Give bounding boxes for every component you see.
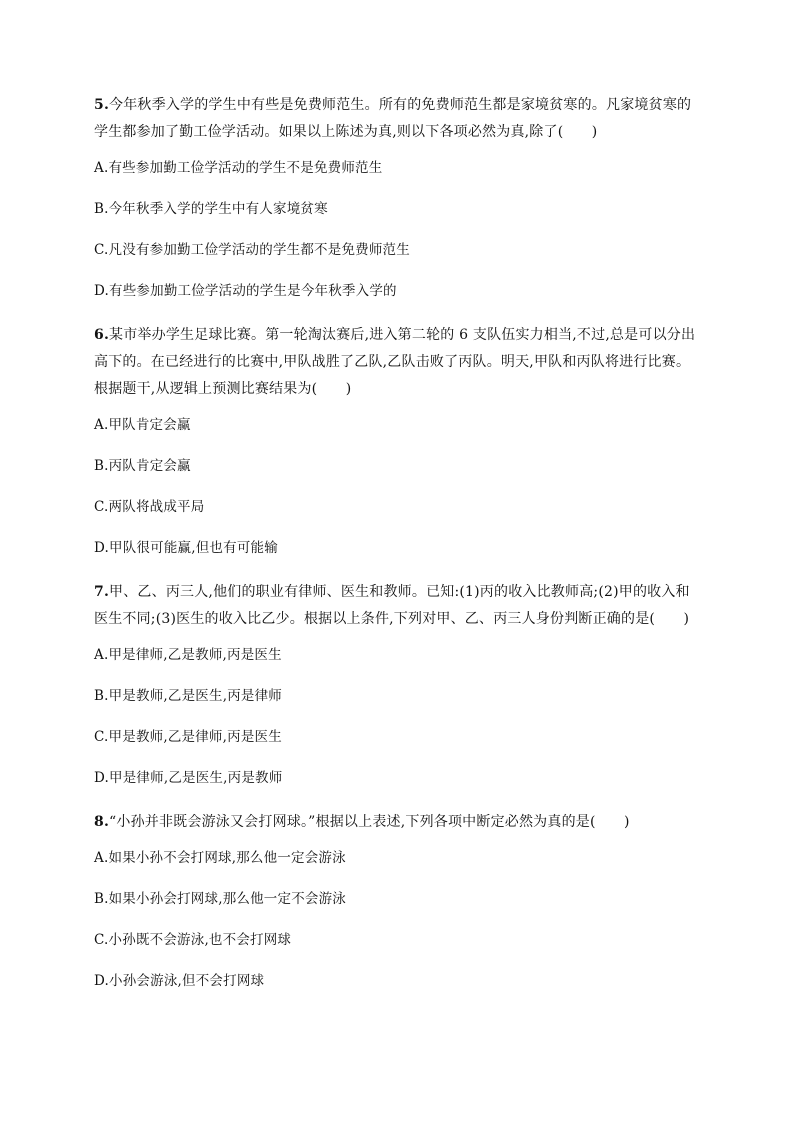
question-stem [94, 579, 700, 633]
question-number: 8. [94, 814, 110, 830]
option-c: C.两队将战成平局 [94, 499, 205, 515]
question-7 [94, 579, 700, 788]
option-b: B.丙队肯定会赢 [94, 458, 191, 474]
option-d: D.甲是律师,乙是医生,丙是教师 [94, 770, 283, 786]
question-6 [94, 322, 700, 558]
option-a: A.甲是律师,乙是教师,丙是医生 [94, 647, 282, 663]
question-5 [94, 92, 700, 301]
option-b: B.如果小孙会打网球,那么他一定不会游泳 [94, 891, 347, 907]
question-number: 7. [94, 584, 110, 600]
question-text: “小孙并非既会游泳又会打网球。”根据以上表述,下列各项中断定必然为真的是( ) [109, 814, 630, 830]
question-number: 5. [94, 97, 110, 113]
question-stem [94, 809, 700, 836]
option-c: C.凡没有参加勤工俭学活动的学生都不是免费师范生 [94, 242, 410, 258]
question-8 [94, 809, 700, 991]
option-a: A.有些参加勤工俭学活动的学生不是免费师范生 [94, 160, 383, 176]
option-a: A.甲队肯定会赢 [94, 417, 191, 433]
option-d: D.甲队很可能赢,但也有可能输 [94, 540, 278, 556]
question-text: 某市举办学生足球比赛。第一轮淘汰赛后,进入第二轮的 6 支队伍实力相当,不过,总是可以分出高下的。在已经进行的比赛中,甲队战胜了乙队,乙队击败了丙队。明天,甲队和丙队将进行比赛。根据题干,从逻辑上预测比赛结果为( ) [94, 327, 696, 397]
question-text: 甲、乙、丙三人,他们的职业有律师、医生和教师。已知:(1)丙的收入比教师高;(2)甲的收入和医生不同;(3)医生的收入比乙少。根据以上条件,下列对甲、乙、丙三人身份判断正确的是( ) [94, 584, 690, 627]
option-c: C.小孙既不会游泳,也不会打网球 [94, 932, 292, 948]
option-d: D.有些参加勤工俭学活动的学生是今年秋季入学的 [94, 283, 397, 299]
option-a: A.如果小孙不会打网球,那么他一定会游泳 [94, 850, 346, 866]
question-number: 6. [94, 327, 110, 343]
option-b: B.今年秋季入学的学生中有人家境贫寒 [94, 201, 328, 217]
document-page [94, 92, 700, 1012]
question-stem [94, 92, 700, 146]
question-text: 今年秋季入学的学生中有些是免费师范生。所有的免费师范生都是家境贫寒的。凡家境贫寒的学生都参加了勤工俭学活动。如果以上陈述为真,则以下各项必然为真,除了( ) [94, 97, 692, 140]
question-stem [94, 322, 700, 403]
option-b: B.甲是教师,乙是医生,丙是律师 [94, 688, 282, 704]
option-d: D.小孙会游泳,但不会打网球 [94, 973, 265, 989]
option-c: C.甲是教师,乙是律师,丙是医生 [94, 729, 282, 745]
